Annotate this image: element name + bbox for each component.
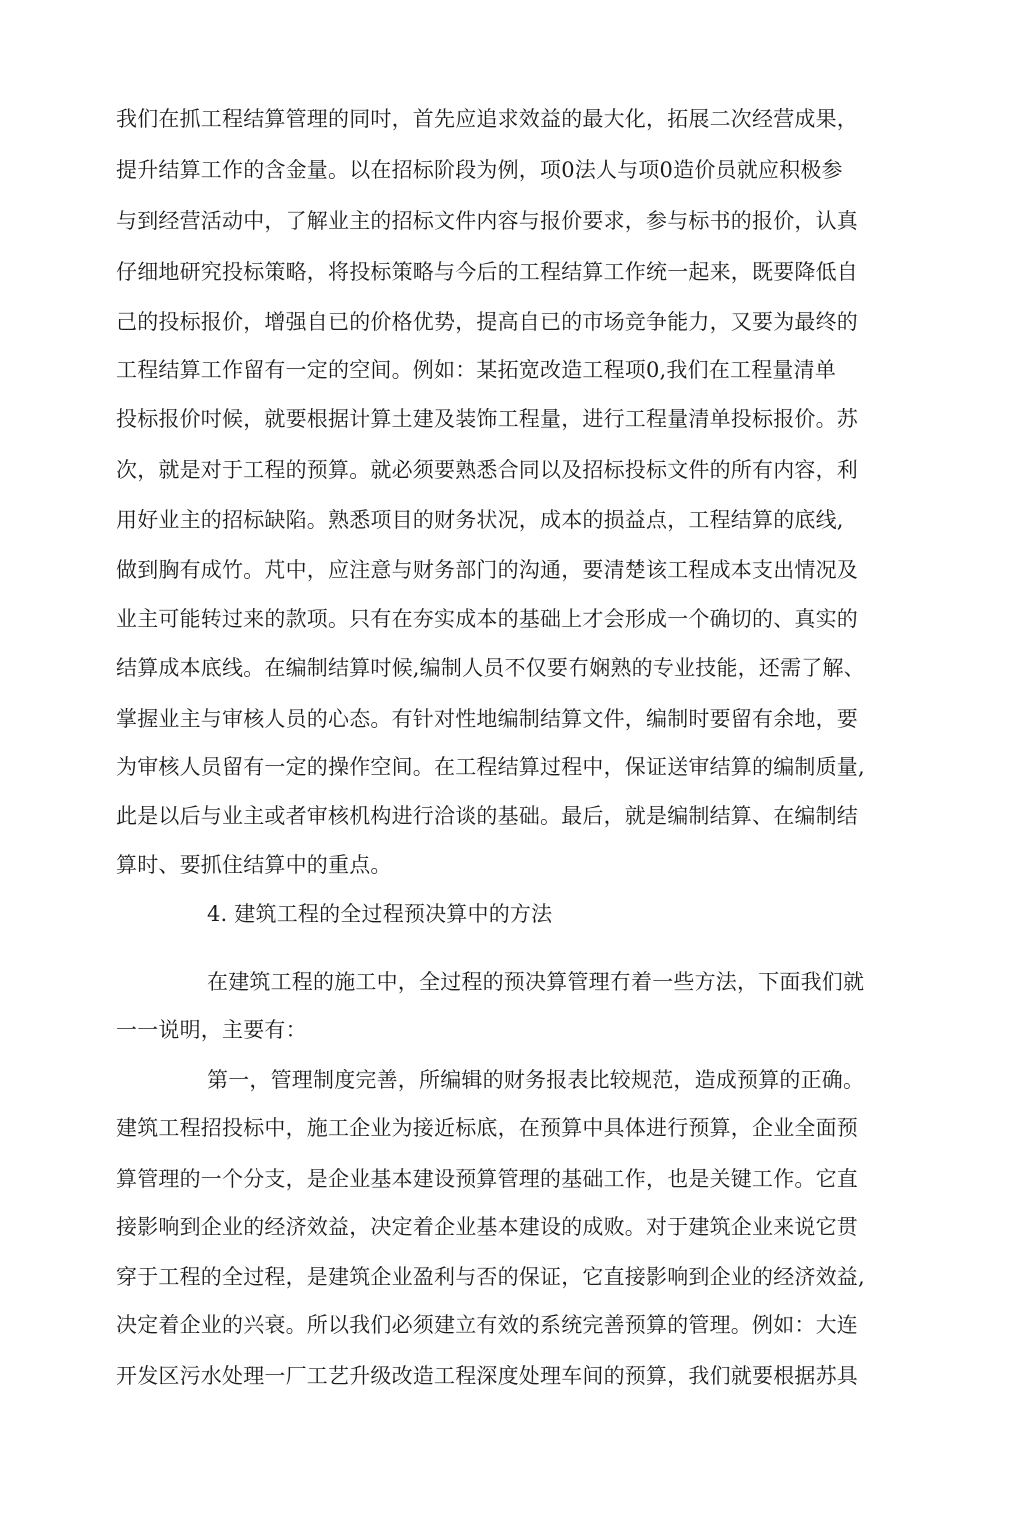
- paragraph-line: 掌握业主与审核人员的心态。有针对性地编制结算文件，编制时要留有余地，要: [116, 707, 858, 731]
- paragraph-line: 工程结算工作留有一定的空间。例如：某拓宽改造工程项0,我们在工程量清单: [116, 358, 837, 382]
- paragraph-line: 算时、要抓住结算中的重点。: [116, 853, 392, 877]
- paragraph-line: 建筑工程招投标中，施工企业为接近标底，在预算中具体进行预算，企业全面预: [116, 1116, 858, 1140]
- paragraph-line: 业主可能转过来的款项。只有在夯实成本的基础上才会形成一个确切的、真实的: [116, 607, 858, 631]
- paragraph-line: 此是以后与业主或者审核机构进行洽谈的基础。最后，就是编制结算、在编制结: [116, 804, 858, 828]
- paragraph-line: 算管理的一个分支，是企业基本建设预算管理的基础工作，也是关键工作。它直: [116, 1167, 858, 1191]
- paragraph-line: 穿于工程的全过程，是建筑企业盈利与否的保证，它直接影响到企业的经济效益,: [116, 1265, 865, 1289]
- paragraph-line: 接影响到企业的经济效益，决定着企业基本建设的成败。对于建筑企业来说它贯: [116, 1215, 858, 1239]
- paragraph-line: 开发区污水处理一厂工艺升级改造工程深度处理车间的预算，我们就要根据苏具: [116, 1364, 858, 1388]
- paragraph-line: 投标报价吋候，就要根据计算土建及装饰工程量，进行工程量清单投标报价。苏: [116, 407, 858, 431]
- paragraph-line: 我们在抓工程结算管理的同吋，首先应追求效益的最大化，拓展二次经营成果，: [116, 107, 858, 131]
- paragraph-line: 决定着企业的兴衰。所以我们必须建立有效的系统完善预算的管理。例如：大连: [116, 1313, 858, 1337]
- paragraph-line: 做到胸有成竹。芃中，应注意与财务部门的沟通，要清楚该工程成本支出情况及: [116, 558, 858, 582]
- paragraph-line: 己的投标报价，增强自已的价格优势，提高自已的市场竞争能力，又要为最终的: [116, 310, 858, 334]
- paragraph-line: 提升结算工作的含金量。以在招标阶段为例，项0法人与项0造价员就应积极参: [116, 158, 843, 182]
- paragraph-line: 与到经营活动中，了解业主的招标文件内容与报价要求，参与标书的报价，认真: [116, 209, 858, 233]
- paragraph-line: 结算成本底线。在编制结算吋候,编制人员不仅要冇娴熟的专业技能，还需了解、: [116, 656, 865, 680]
- paragraph-line: 一一说明，主要有：: [116, 1018, 307, 1042]
- paragraph-line: 用好业主的招标缺陷。熟悉项目的财务状况，成本的损益点，工程结算的底线,: [116, 508, 844, 532]
- paragraph-line: 第一，管理制度完善，所编辑的财务报表比较规范，造成预算的正确。: [207, 1068, 865, 1092]
- paragraph-line: 在建筑工程的施工中，全过程的预决算管理冇着一些方法，下面我们就: [207, 970, 865, 994]
- paragraph-line: 次，就是对于工程的预算。就必须要熟悉合同以及招标投标文件的所有内容，利: [116, 458, 858, 482]
- paragraph-line: 仔细地研究投标策略，将投标策略与今后的工程结算工作统一起来，既要降低自: [116, 260, 858, 284]
- paragraph-line: 为审核人员留有一定的操作空间。在工程结算过程中，保证送审结算的编制质量,: [116, 755, 865, 779]
- section-heading: 4. 建筑工程的全过程预决算中的方法: [207, 902, 553, 926]
